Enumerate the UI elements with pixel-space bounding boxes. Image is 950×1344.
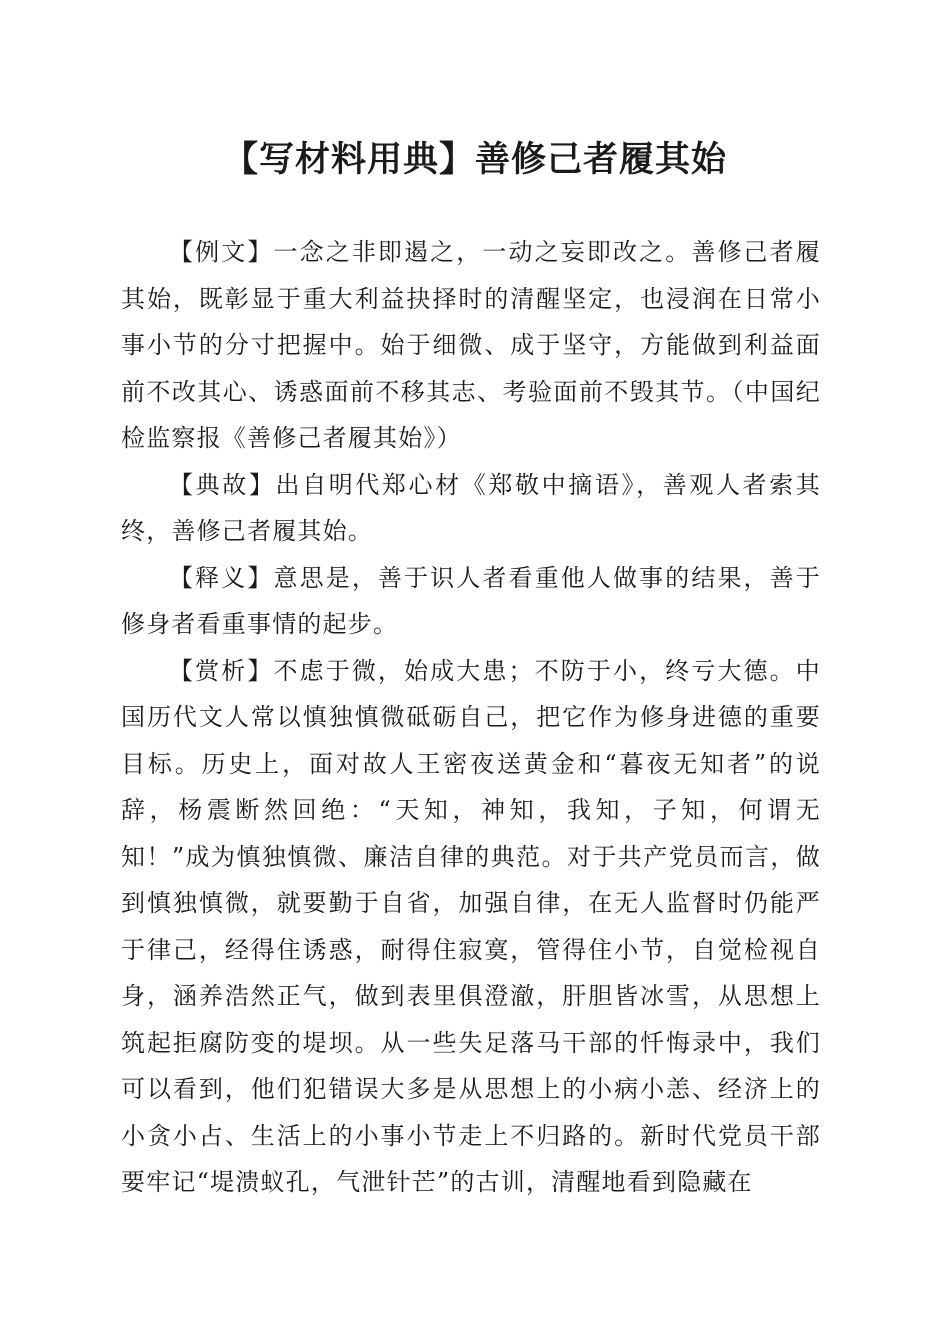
- paragraph-example: [121, 229, 821, 462]
- paragraph-label: 【赏析】: [169, 656, 274, 685]
- document-title: 【写材料用典】善修己者履其始: [222, 139, 727, 180]
- paragraph-meaning: [121, 555, 821, 648]
- paragraph-appreciation: [121, 648, 821, 1206]
- paragraph-text: 不虑于微，始成大患；不防于小，终亏大德。中国历代文人常以慎独慎微砥砺自己，把它作为修身进德的重要目标。历史上，面对故人王密夜送黄金和“暮夜无知者”的说辞，杨震断然回绝：“天知，神知，我知，子知，何谓无知！”成为慎独慎微、廉洁自律的典范。对于共产党员而言，做到慎独慎微，就要勤于自省，加强自律，在无人监督时仍能严于律己，经得住诱惑，耐得住寂寞，管得住小节，自觉检视自身，涵养浩然正气，做到表里俱澄澈，肝胆皆冰雪，从思想上筑起拒腐防变的堤坝。从一些失足落马干部的忏悔录中，我们可以看到，他们犯错误大多是从思想上的小病小恙、经济上的小贪小占、生活上的小事小节走上不归路的。新时代党员干部要牢记“堤溃蚁孔，气泄针芒”的古训，清醒地看到隐藏在: [121, 656, 821, 1196]
- paragraph-text: 出自明代郑心材《郑敬中摘语》，善观人者索其终，善修己者履其始。: [121, 470, 821, 545]
- paragraph-label: 【例文】: [169, 238, 274, 266]
- paragraph-allusion: [121, 462, 821, 555]
- paragraph-text: 意思是，善于识人者看重他人做事的结果，善于修身者看重事情的起步。: [121, 563, 821, 638]
- paragraph-text: 一念之非即遏之，一动之妄即改之。善修己者履其始，既彰显于重大利益抉择时的清醒坚定，也浸润在日常小事小节的分寸把握中。始于细微、成于坚守，方能做到利益面前不改其心、诱惑面前不移其志、考验面前不毁其节。（中国纪检监察报《善修己者履其始》）: [121, 238, 821, 452]
- paragraph-label: 【释义】: [169, 563, 274, 592]
- paragraph-label: 【典故】: [169, 470, 276, 499]
- document-body: [121, 229, 821, 1206]
